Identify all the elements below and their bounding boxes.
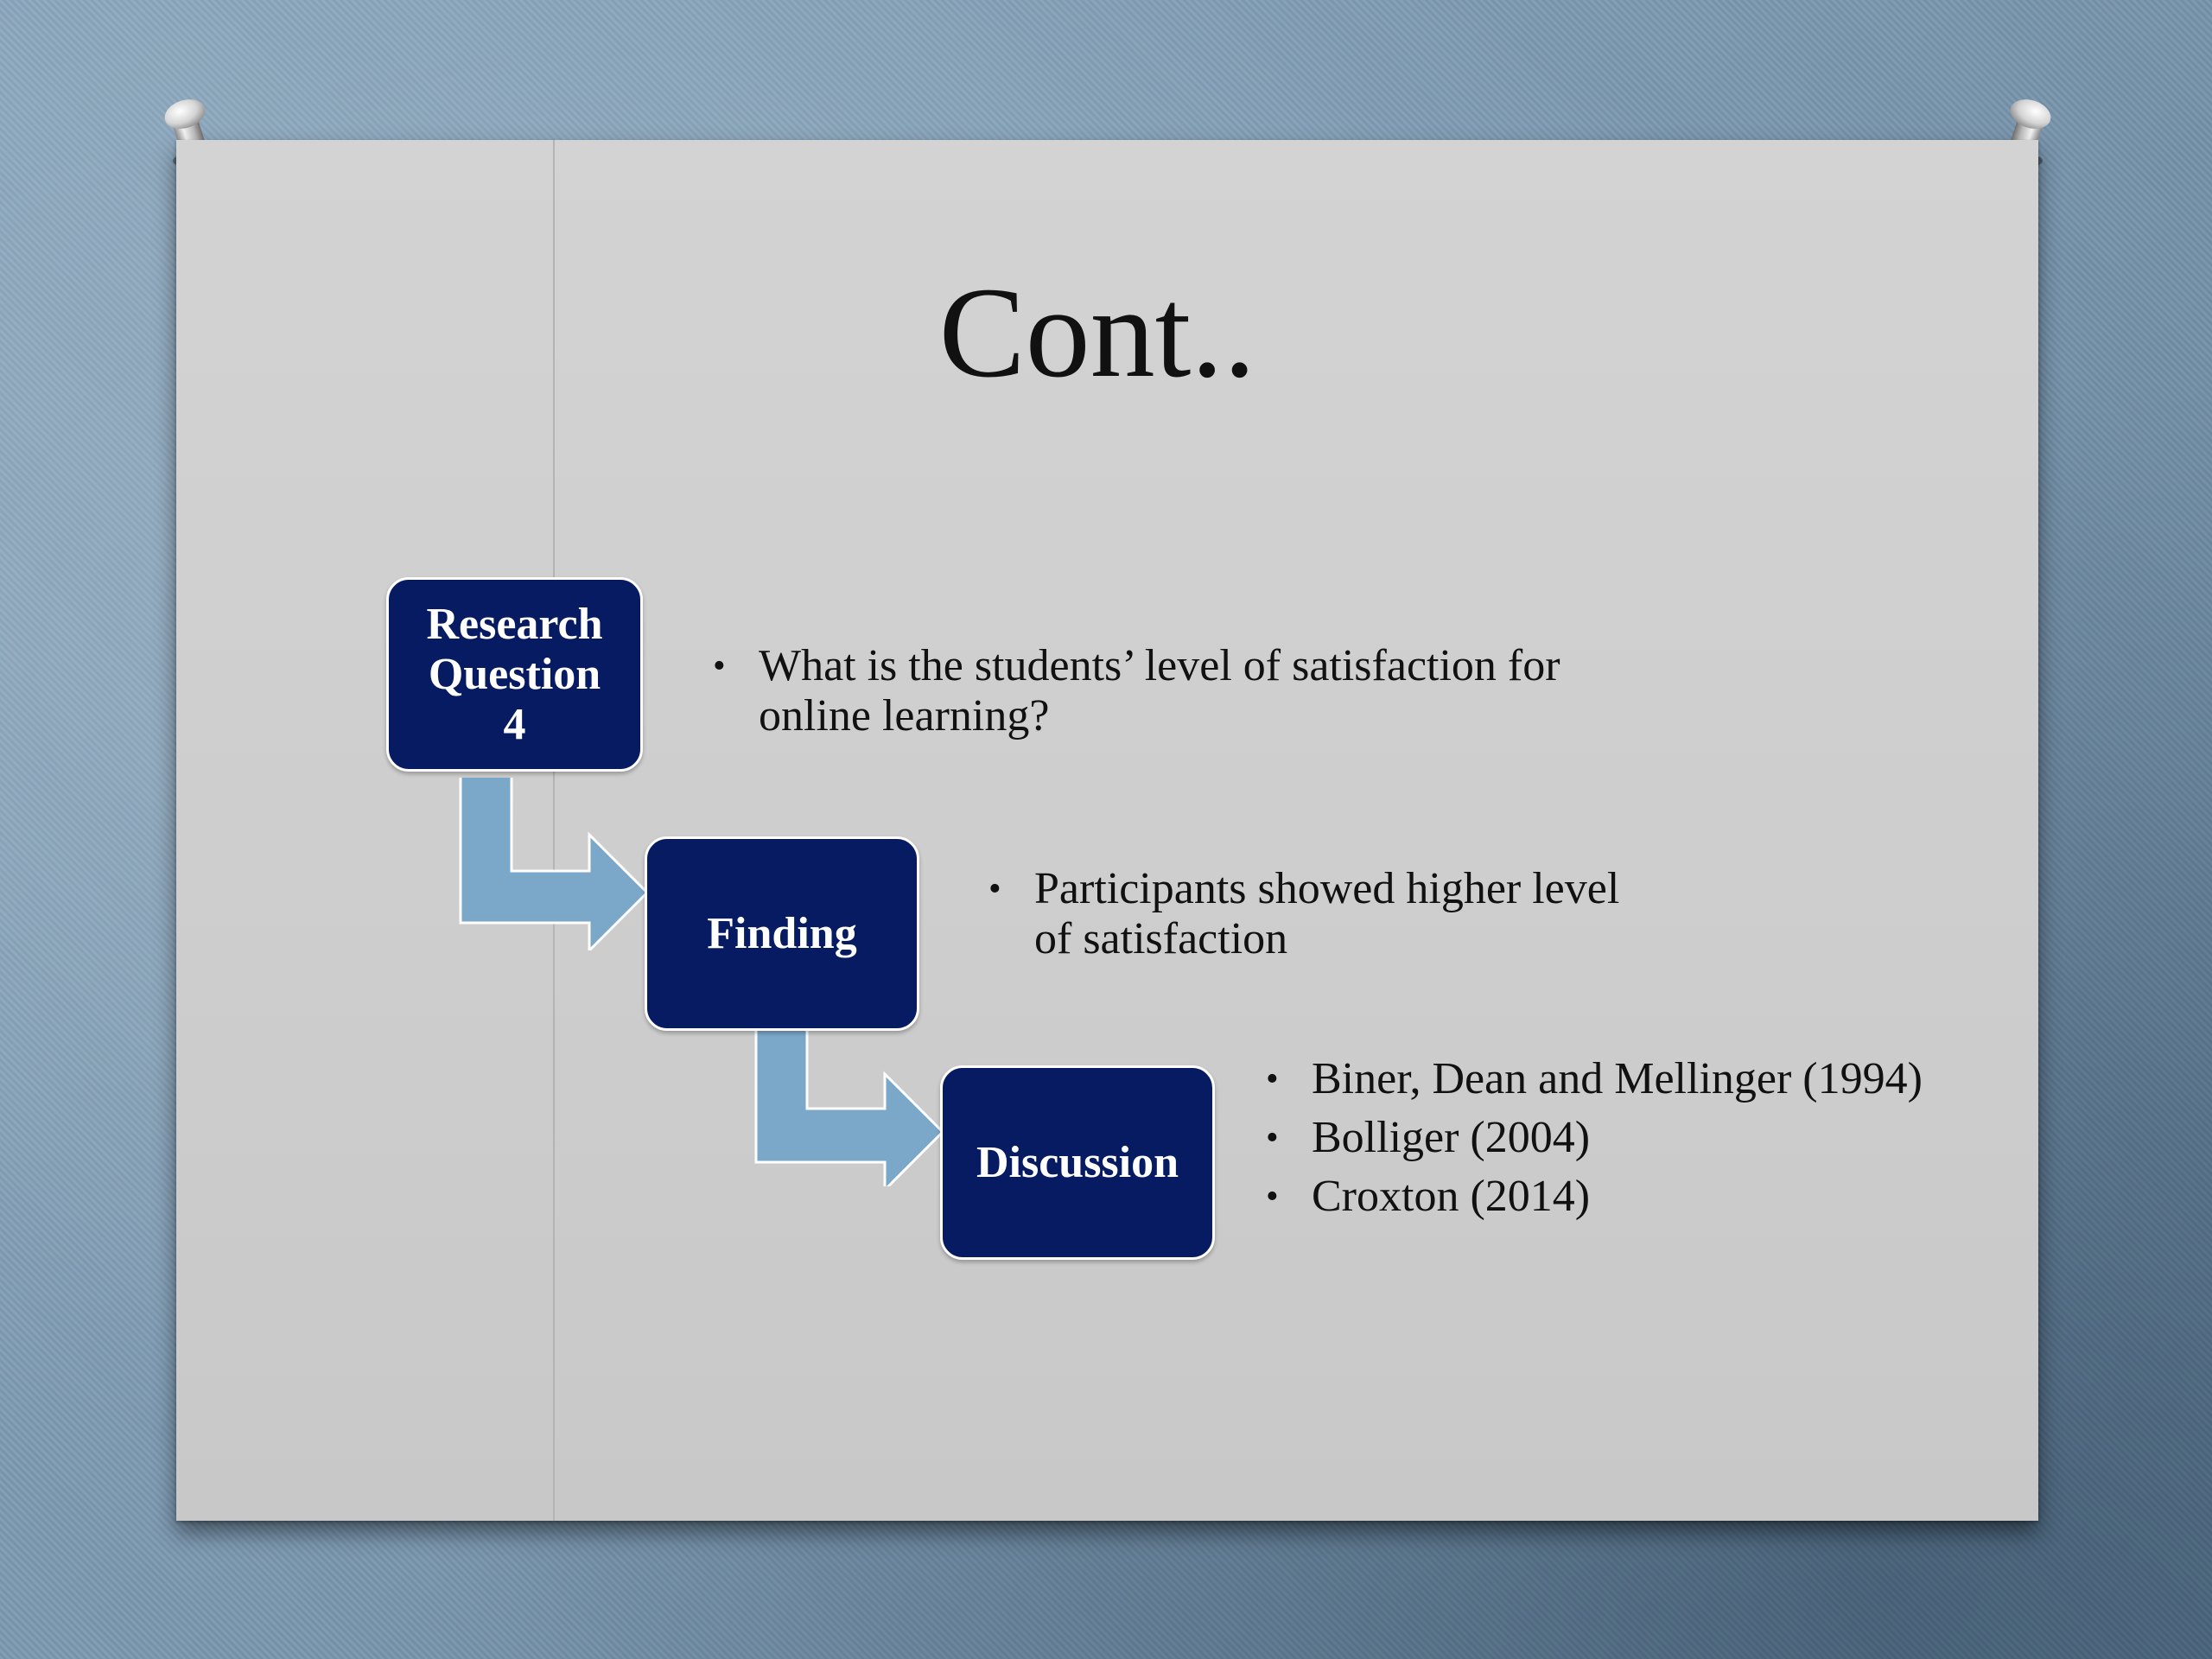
bullet-item: • Biner, Dean and Mellinger (1994) bbox=[1266, 1054, 1923, 1104]
discussion-box bbox=[940, 1065, 1215, 1260]
bullet-item: • Participants showed higher level of satisfaction bbox=[988, 864, 1628, 964]
bent-arrow-icon bbox=[458, 778, 650, 950]
research-question-bullets bbox=[713, 641, 1577, 750]
discussion-label: Discussion bbox=[976, 1137, 1179, 1187]
bullet-item: • What is the students’ level of satisfaction for online learning? bbox=[713, 641, 1577, 741]
bullet-item: • Bolliger (2004) bbox=[1266, 1113, 1923, 1163]
slide-title: Cont.. bbox=[938, 261, 1256, 404]
research-question-box bbox=[386, 577, 643, 772]
research-question-label: Research Question 4 bbox=[426, 599, 603, 749]
finding-box bbox=[645, 836, 919, 1031]
finding-bullets bbox=[988, 864, 1628, 973]
discussion-bullets bbox=[1266, 1054, 1923, 1230]
finding-label: Finding bbox=[707, 908, 857, 958]
bullet-item: • Croxton (2014) bbox=[1266, 1172, 1923, 1222]
bent-arrow-icon bbox=[753, 1031, 945, 1186]
